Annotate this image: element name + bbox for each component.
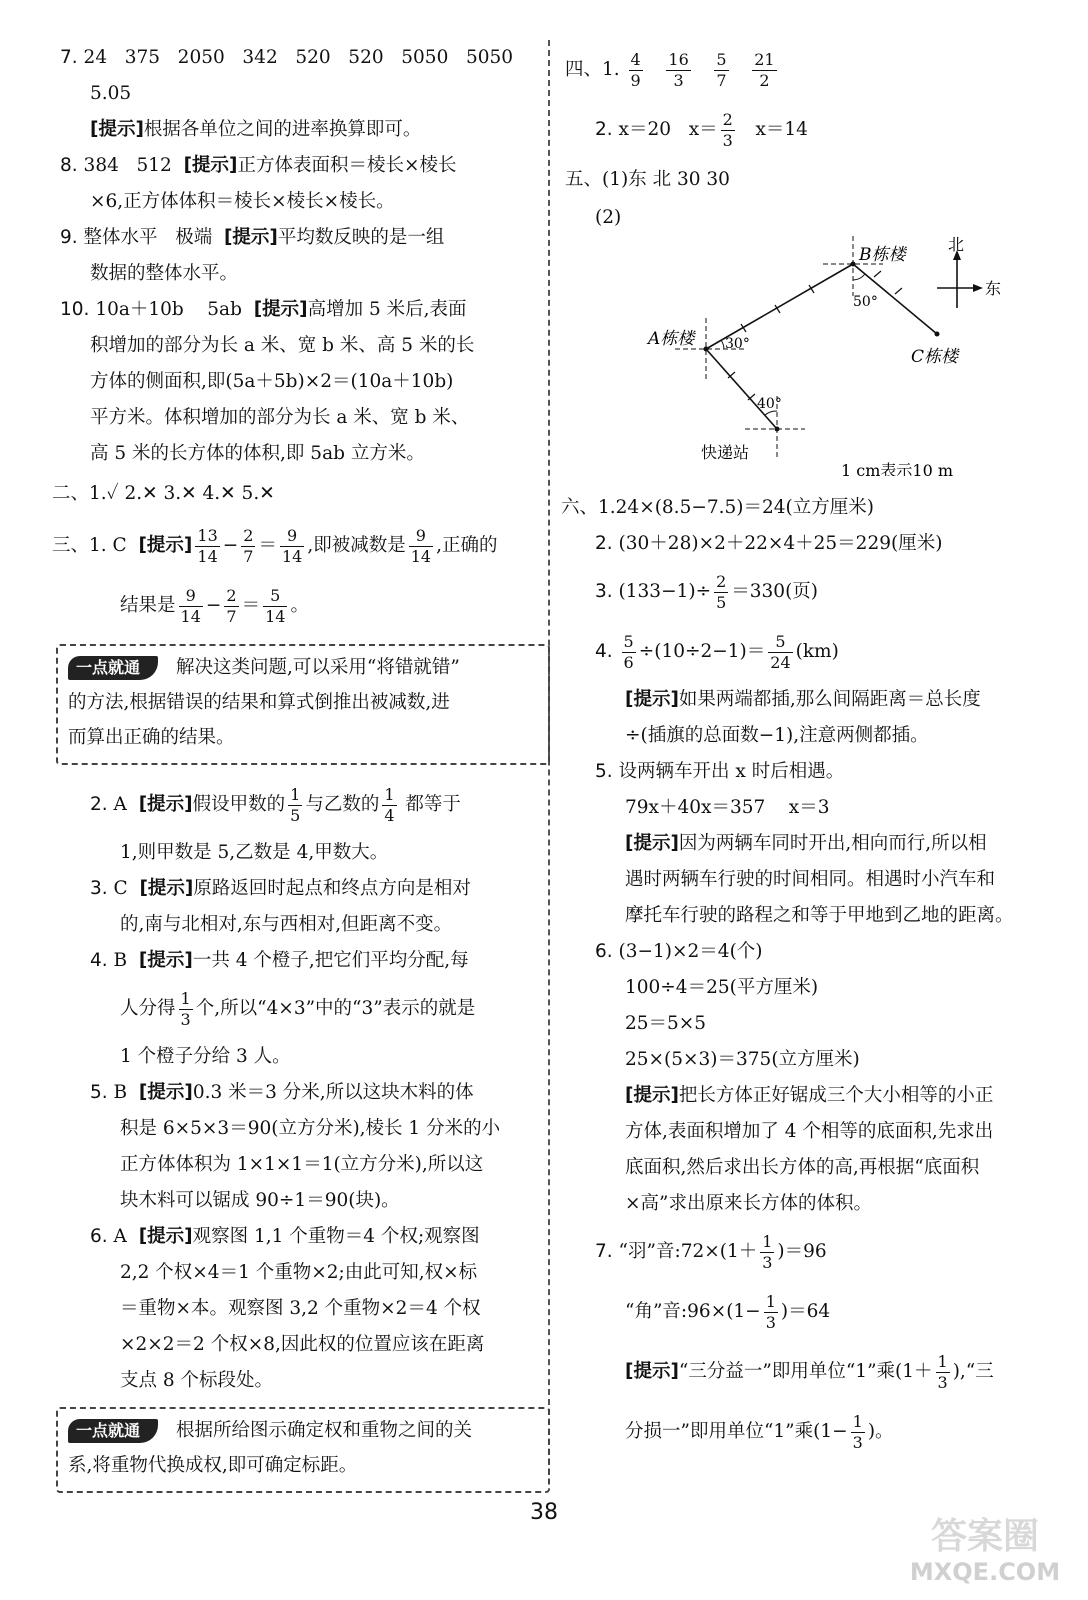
fraction: $\frac{2}{7}$: [243, 525, 254, 566]
q6-line2: 100÷4＝25(平方厘米): [625, 977, 819, 998]
tip-badge: 一点就通: [68, 656, 158, 680]
q7-tip-line2: 分损一”即用单位“1”乘(1− $\frac{1}{3}$ )。: [625, 1411, 894, 1452]
q6-tip-line3: 底面积,然后求出长方体的高,再根据“底面积: [625, 1157, 980, 1178]
q10-line: 10. 10a＋10b 5ab [提示]高增加 5 米后,表面: [60, 299, 467, 320]
east-arrow-icon: [973, 284, 983, 292]
compass-north-label: 北: [948, 236, 965, 254]
section-6-q7: 7. “羽”音:72×(1＋ $\frac{1}{3}$ )＝96: [595, 1231, 827, 1272]
q5-line4: 块木料可以锯成 90÷1＝90(块)。: [120, 1190, 400, 1211]
fraction: $\frac{1}{4}$: [384, 784, 395, 825]
q9-line2: 数据的整体水平。: [90, 263, 239, 284]
direction-diagram: [565, 236, 1045, 476]
segment-ticks: [728, 271, 902, 400]
b-label: B栋楼: [859, 245, 906, 265]
section-6-q4: 4. $\frac{5}{6}$ ÷(10÷2−1)＝ $\frac{5}{24}$ (km): [595, 631, 839, 672]
watermark-top: 答案圈: [930, 1516, 1040, 1557]
section-3-q3: 3. C [提示]原路返回时起点和终点方向是相对: [90, 878, 471, 899]
section-6-q2: 2. (30＋28)×2＋22×4＋25＝229(厘米): [595, 533, 943, 554]
q5-tip-line3: 摩托车行驶的路程之和等于甲地到乙地的距离。: [625, 905, 1014, 926]
station-point: [775, 427, 780, 432]
q5-line3: 正方体体积为 1×1×1＝1(立方分米),所以这: [120, 1154, 484, 1175]
q6-line2: 2,2 个权×4＝1 个重物×2;由此可知,权×标: [120, 1262, 478, 1283]
q7-line: 7. 24 375 2050 342 520 520 5050 5050: [60, 47, 514, 68]
q4-line3: 1 个橙子分给 3 人。: [120, 1046, 291, 1067]
fraction: $\frac{9}{14}$: [410, 525, 432, 566]
watermark-bottom: MXQE.COM: [909, 1558, 1061, 1586]
q10-line5: 高 5 米的长方体的体积,即 5ab 立方米。: [90, 443, 425, 464]
q4-tip: [提示]如果两端都插,那么间隔距离＝总长度: [625, 689, 981, 710]
fraction: $\frac{1}{3}$: [937, 1351, 948, 1392]
section-2-answers: 二、1.✓ 2.✕ 3.✕ 4.✕ 5.✕: [52, 483, 275, 504]
scale-label: 1 cm表示10 m: [841, 461, 954, 476]
q6-tip-line4: ×高”求出原来长方体的体积。: [625, 1193, 872, 1214]
fraction: $\frac{2}{7}$: [226, 585, 237, 626]
fraction: $\frac{4}{9}$: [630, 49, 641, 90]
fraction: $\frac{9}{14}$: [180, 585, 201, 626]
q10-line2: 积增加的部分为长 a 米、宽 b 米、高 5 米的长: [90, 335, 475, 356]
fraction: $\frac{9}{14}$: [281, 525, 303, 566]
tip-box-1: 一点就通 解决这类问题,可以采用“将错就错” 的方法,根据错误的结果和算式倒推出被减数,进 而算出正确的结果。: [56, 644, 550, 765]
section-6-q3: 3. (133−1)÷ $\frac{2}{5}$ ＝330(页): [595, 571, 819, 612]
fraction: $\frac{5}{24}$: [770, 631, 791, 672]
q5-equation: 79x＋40x＝357 x＝3: [625, 797, 830, 818]
left-column: [52, 40, 550, 1503]
watermark-logo: [900, 1508, 1070, 1590]
a-label: A栋楼: [648, 329, 695, 349]
q10-line3: 方体的侧面积,即(5a＋5b)×2＝(10a＋10b): [90, 371, 454, 392]
section-3-q4: 4. B [提示]一共 4 个橙子,把它们平均分配,每: [90, 950, 469, 971]
diagram-svg: [565, 236, 1045, 476]
fraction: $\frac{5}{14}$: [265, 585, 286, 626]
a-point: [704, 347, 709, 352]
fraction: $\frac{13}{14}$: [197, 525, 218, 566]
fraction: $\frac{1}{3}$: [180, 988, 191, 1029]
path-a-to-station: [706, 349, 777, 429]
q7-line2: “角”音:96×(1− $\frac{1}{3}$ )＝64: [625, 1291, 831, 1332]
section-3-q1-result: 结果是 $\frac{9}{14}$ − $\frac{2}{7}$ ＝ $\frac{5}{14}$ 。: [120, 585, 309, 626]
fraction: $\frac{1}{3}$: [762, 1231, 773, 1272]
right-column: [561, 40, 1045, 1462]
section-4-q1: 四、1. $\frac{4}{9}$ $\frac{16}{3}$ $\frac{5}{7}$ $\frac{21}{2}$: [565, 49, 775, 90]
fraction: $\frac{2}{3}$: [722, 109, 733, 150]
section-6-q6: 6. (3−1)×2＝4(个): [595, 941, 763, 962]
c-point: [935, 332, 940, 337]
b-point: [851, 262, 856, 267]
q6-line4: ×2×2＝2 个权×8,因此权的位置应该在距离: [120, 1334, 485, 1355]
fraction: $\frac{1}{3}$: [852, 1411, 863, 1452]
q6-line3: 25＝5×5: [625, 1013, 707, 1034]
fraction: $\frac{1}{5}$: [290, 784, 301, 825]
q9-line: 9. 整体水平 极端 [提示]平均数反映的是一组: [60, 227, 445, 248]
section-5-q1: 五、(1)东 北 30 30: [565, 169, 730, 190]
q8-line: 8. 384 512 [提示]正方体表面积＝棱长×棱长: [60, 155, 457, 176]
q8-line2: ×6,正方体体积＝棱长×棱长×棱长。: [90, 191, 395, 212]
q4-line2: 人分得 $\frac{1}{3}$ 个,所以“4×3”中的“3”表示的就是: [120, 988, 476, 1029]
tip-badge: 一点就通: [68, 1419, 158, 1443]
q6-tip-line2: 方体,表面积增加了 4 个相等的底面积,先求出: [625, 1121, 994, 1142]
q5-tip-line2: 遇时两辆车行驶的时间相同。相遇时小汽车和: [625, 869, 996, 890]
page-number: 38: [530, 1500, 558, 1525]
section-4-q2: 2. x＝20 x＝ $\frac{2}{3}$ x＝14: [595, 109, 808, 150]
q6-line5: 支点 8 个标段处。: [120, 1370, 274, 1391]
section-5-q2-label: (2): [595, 207, 622, 228]
q6-line3: ＝重物×本。观察图 3,2 个重物×2＝4 个权: [120, 1298, 481, 1319]
fraction: $\frac{16}{3}$: [668, 49, 689, 90]
fraction: $\frac{21}{2}$: [754, 49, 775, 90]
section-3-q1: 三、1. C [提示] $\frac{13}{14}$ − $\frac{2}{7}$ ＝ $\frac{9}{14}$ ,即被减数是 $\frac{9}{14}$ ,正确的: [52, 525, 498, 566]
q6-line4: 25×(5×3)＝375(立方厘米): [625, 1049, 860, 1070]
section-3-q2: 2. A [提示]假设甲数的 $\frac{1}{5}$ 与乙数的 $\frac{1}{4}$ 都等于: [90, 784, 461, 825]
compass-east-label: 东: [985, 279, 1002, 298]
q10-line4: 平方米。体积增加的部分为长 a 米、宽 b 米、: [90, 407, 470, 428]
section-6-q1: 六、1.24×(8.5−7.5)＝24(立方厘米): [561, 497, 874, 518]
section-3-q6: 6. A [提示]观察图 1,1 个重物＝4 个权;观察图: [90, 1226, 480, 1247]
q5-tip: [提示]因为两辆车同时开出,相向而行,所以相: [625, 833, 987, 854]
q2-line2: 1,则甲数是 5,乙数是 4,甲数大。: [120, 842, 389, 863]
angle-a-label: 30°: [725, 336, 750, 352]
fraction: $\frac{5}{6}$: [623, 631, 634, 672]
fraction: $\frac{1}{3}$: [765, 1291, 776, 1332]
angle-a-arc: [721, 340, 724, 349]
angle-station-label: 40°: [757, 396, 782, 412]
tip-box-2: 一点就通 根据所给图示确定权和重物之间的关 系,将重物代换成权,即可确定标距。: [56, 1407, 550, 1493]
q7-values-cont: 5.05: [90, 83, 132, 104]
q3-line2: 的,南与北相对,东与西相对,但距离不变。: [120, 914, 453, 935]
q4-tip-line2: ÷(插旗的总面数−1),注意两侧都插。: [625, 725, 929, 746]
fraction: $\frac{2}{5}$: [716, 571, 727, 612]
fraction: $\frac{5}{7}$: [716, 49, 727, 90]
c-label: C栋楼: [911, 347, 959, 367]
angle-b-label: 50°: [853, 294, 878, 310]
q7-tip: [提示]“三分益一”即用单位“1”乘(1＋ $\frac{1}{3}$ ),“三: [625, 1351, 994, 1392]
q7-tip: [提示]根据各单位之间的进率换算即可。: [90, 119, 422, 140]
q6-tip: [提示]把长方体正好锯成三个大小相等的小正: [625, 1085, 994, 1106]
q5-line2: 积是 6×5×3＝90(立方分米),棱长 1 分米的小: [120, 1118, 501, 1139]
station-label: 快递站: [701, 443, 750, 462]
section-6-q5: 5. 设两辆车开出 x 时后相遇。: [595, 761, 845, 782]
section-3-q5: 5. B [提示]0.3 米＝3 分米,所以这块木料的体: [90, 1082, 474, 1103]
angle-b-arc: [853, 274, 865, 280]
